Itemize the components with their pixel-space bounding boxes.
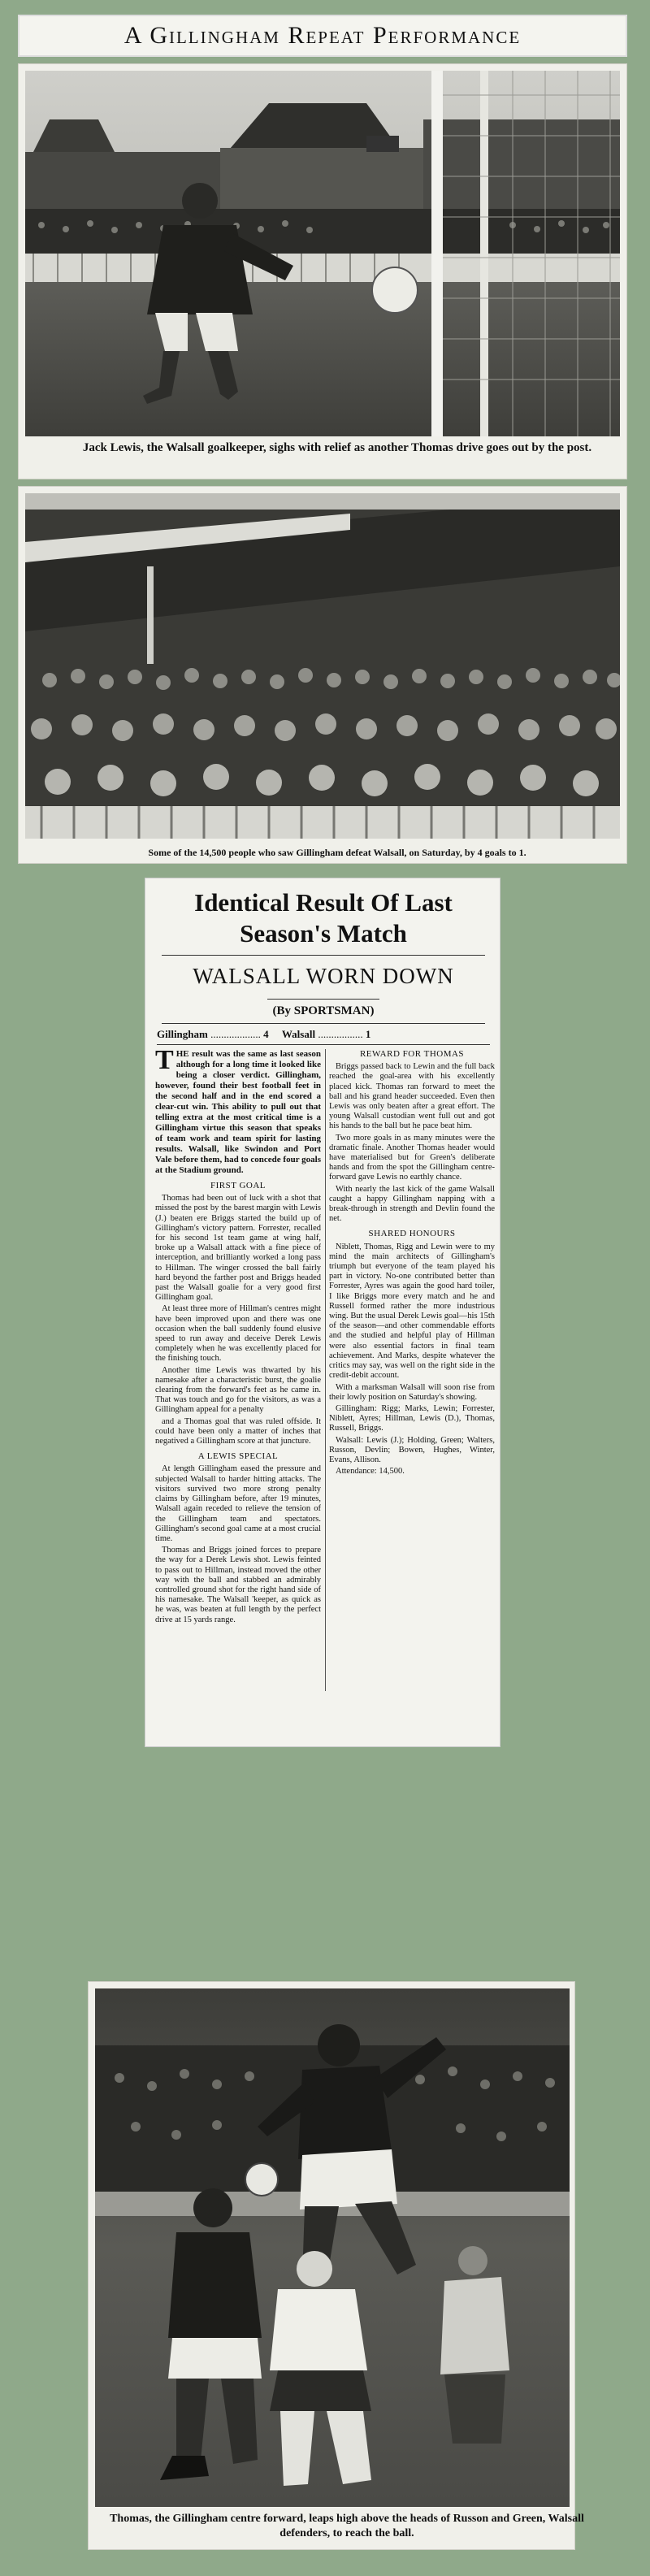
top-photo-caption: Jack Lewis, the Walsall goalkeeper, sighs with relief as another Thomas drive goes out by the post. [82, 441, 592, 454]
crowd-photo-image [25, 493, 620, 839]
score-line [157, 1028, 490, 1041]
score-dots-home: ................... [210, 1028, 261, 1040]
headline-rule [162, 955, 485, 956]
left-paragraph-2: At least three more of Hillman's centres might have been improved upon and there was one occasion when the ball suddenly found elusive speed to run away and deceive Derek Lewis completely when he was excellently placed for the finishing touch. [155, 1304, 321, 1364]
crowd-photo [25, 493, 620, 839]
right-paragraph-4: Niblett, Thomas, Rigg and Lewin were to my mind the main architects of Gillingham's triumph but everyone of the team played his part in victory. No-one contributed better than Forrester, Ayres was again the good hard toiler, I like Briggs more every match and he and Russell formed rather the more industrious wing. But the usual Derek Lewis goal—his 15th of the season—and other commendable efforts and the studied and helpful play of Hillman were also essential factors in final team achievement. And Marks, despite whatever the critics may say, was well on the right side in the credit-debit account. [329, 1242, 495, 1381]
right-paragraph-3: With nearly the last kick of the game Walsall caught a happy Gillingham napping with a break-through in strength and Devlin found the net. [329, 1184, 495, 1224]
score-home-goals: 4 [263, 1028, 269, 1040]
score-away-goals: 1 [365, 1028, 371, 1040]
right-paragraph-2: Two more goals in as many minutes were the dramatic finale. Another Thomas header would have materialised but for Green's deliberate hands and from the spot the Gillingham centre-forward gave Lewis no earthly chance. [329, 1133, 495, 1182]
article-right-column [329, 1049, 495, 1478]
header-action-photo [95, 1988, 570, 2507]
team-walsall: Walsall: Lewis (J.); Holding, Green; Walters, Russon, Devlin; Bowen, Hughes, Winter, Evans, Allison. [329, 1435, 495, 1464]
top-photo-panel [18, 63, 627, 479]
subhead-rule [267, 999, 379, 1000]
header-action-photo-image [95, 1988, 570, 2507]
score-dots-away: ................. [318, 1028, 363, 1040]
left-paragraph-4: and a Thomas goal that was ruled offside. It could have been only a matter of inches that negatived a Gillingham score at that juncture. [155, 1416, 321, 1446]
intro-paragraph [155, 1045, 321, 1176]
attendance: Attendance: 14,500. [336, 1467, 405, 1477]
dropcap: T [155, 1045, 174, 1075]
left-paragraph-3: Another time Lewis was thwarted by his namesake after a characteristic burst, the goalie clearing from the forward's feet as he came in. That was touch and go for the visitors, as was a Gillingham appeal for a penalty [155, 1365, 321, 1415]
bottom-photo-caption: Thomas, the Gillingham centre forward, leaps high above the heads of Russon and Green, Walsall defenders, to reach the ball. [110, 2513, 584, 2539]
crowd-photo-caption: Some of the 14,500 people who saw Gillingham defeat Walsall, on Saturday, by 4 goals to 1. [148, 847, 526, 858]
goalkeeper-photo-image [25, 71, 620, 436]
left-paragraph-1: Thomas had been out of luck with a shot that missed the post by the barest margin with Lewis (J.) beaten ere Briggs started the build up of Gillingham's victory pattern. Forrester, recalled for his second 1st team game at wing half, broke up a Walsall attack with a fine piece of interception, and brilliantly worked a long pass to Hillman. The winger crossed the ball fairly hard beyond the farther post and Briggs headed past the Walsall goalie for a very good first Gillingham goal. [155, 1194, 321, 1303]
headline-line1: Identical Result Of Last [194, 888, 453, 917]
crowd-photo-panel [18, 486, 627, 864]
subhead-shared-honours: SHARED HONOURS [368, 1229, 456, 1239]
score-home-team: Gillingham [157, 1028, 208, 1040]
bottom-photo-panel [88, 1981, 584, 2550]
right-paragraph-1: Briggs passed back to Lewin and the full back reached the goal-area with his excellently placed kick. Thomas ran forward to meet the ball and his grand header succeeded. Even then Lewis was only beaten after a great effort. The young Walsall custodian went full out and got his hands to the ball but he pace beat him. [329, 1062, 495, 1131]
score-rule [157, 1044, 490, 1045]
subhead: WALSALL WORN DOWN [193, 964, 454, 988]
article-clipping [145, 878, 500, 1747]
score-away-team: Walsall [281, 1028, 316, 1040]
team-gillingham: Gillingham: Rigg; Marks, Lewin; Forrester, Niblett, Ayres; Hillman, Lewis (D.), Thomas, Russell, Briggs. [329, 1403, 495, 1433]
left-paragraph-5: At length Gillingham eased the pressure and subjected Walsall to harder hitting attacks. The visitors survived two more strong penalty claims by Gillingham before, after 19 minutes, Walsall again receded to relieve the tension of the Gillingham team and spectators. Gillingham's second goal came at a most crucial time. [155, 1464, 321, 1543]
subhead-lewis-special: A LEWIS SPECIAL [197, 1451, 279, 1462]
subhead-first-goal: FIRST GOAL [210, 1181, 266, 1190]
intro-text: HE result was the same as last season although for a long time it looked like being a closer verdict. Gillingham, however, found their best football feet in the second half and in the end scored a clear-cut win. This ability to pull out that telling extra at the most critical time is a Gillingham virtue this season that speaks of team work and team spirit for lasting results. Walsall, like Swindon and Port Vale before them, had to concede four goals at the Stadium ground. [155, 1049, 321, 1175]
article-left-column [155, 1045, 321, 1627]
column-divider [325, 1049, 326, 1691]
subhead-reward-for-thomas: REWARD FOR THOMAS [359, 1049, 465, 1059]
byline-rule [162, 1023, 485, 1024]
left-paragraph-6: Thomas and Briggs joined forces to prepare the way for a Derek Lewis shot. Lewis feinted to pass out to Hillman, instead moved the other way with the ball and stabbed an admirably controlled ground shot for the right hand side of his namesake. The Walsall 'keeper, as quick as he was, was beaten at full length by the perfect drive at 15 yards range. [155, 1546, 321, 1624]
page-title: A Gillingham Repeat Performance [18, 15, 627, 57]
goalkeeper-photo [25, 71, 620, 436]
byline: (By SPORTSMAN) [272, 1004, 375, 1017]
headline-line2: Season's Match [240, 919, 407, 948]
right-paragraph-5: With a marksman Walsall will soon rise from their lowly position on Saturday's showing. [329, 1382, 495, 1402]
